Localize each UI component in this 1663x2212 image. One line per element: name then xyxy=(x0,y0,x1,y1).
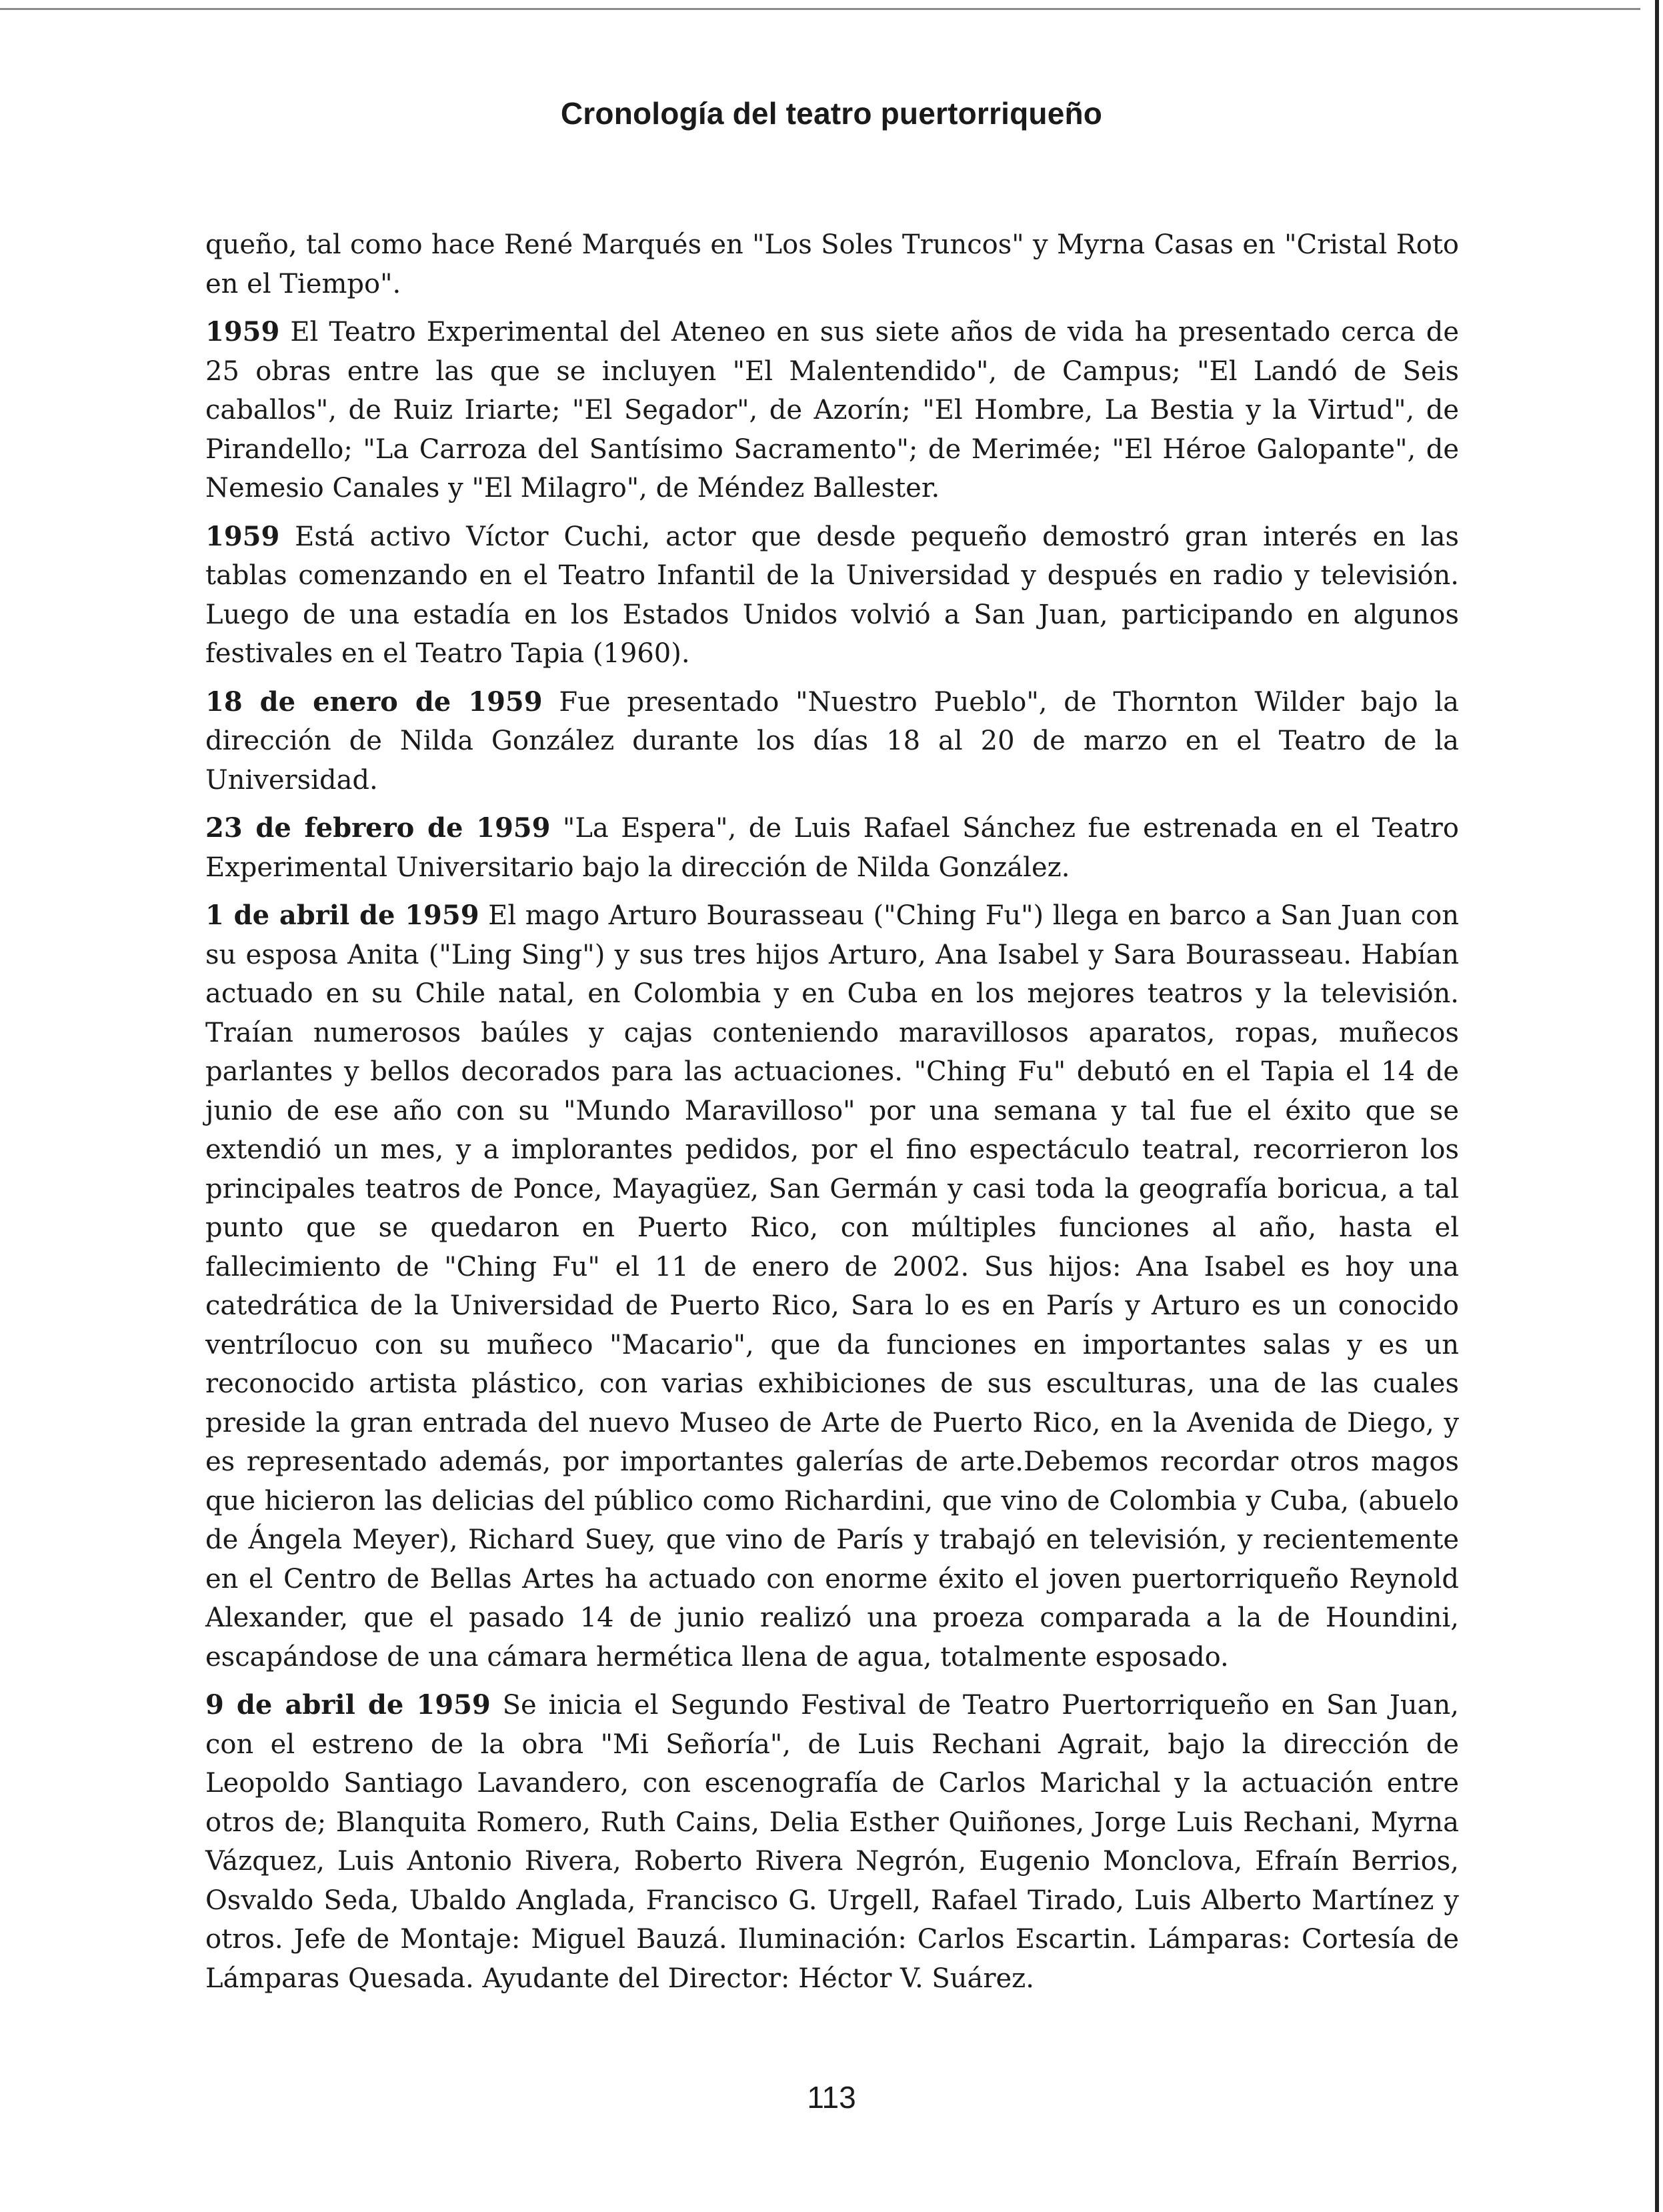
paragraph-entry xyxy=(205,683,1459,800)
paragraph-text: El mago Arturo Bourasseau ("Ching Fu") llega en barco a San Juan con su esposa Anita ("Ling Sing") y sus tres hijos Arturo, Ana Isabel y Sara Bourasseau. Habían actuado en su Chile natal, en Colombia y en Cuba en los mejores teatros y la televisión. Traían numerosos baúles y cajas conteniendo maravillosos aparatos, ropas, muñecos parlantes y bellos decorados para las actuaciones. "Ching Fu" debutó en el Tapia el 14 de junio de ese año con su "Mundo Maravilloso" por una semana y tal fue el éxito que se extendió un mes, y a implorantes pedidos, por el fino espectáculo teatral, recorrieron los principales teatros de Ponce, Mayagüez, San Germán y casi toda la geografía boricua, a tal punto que se quedaron en Puerto Rico, con múltiples funciones al año, hasta el fallecimiento de "Ching Fu" el 11 de enero de 2002. Sus hijos: Ana Isabel es hoy una catedrática de la Universidad de Puerto Rico, Sara lo es en París y Arturo es un conocido ventrílocuo con su muñeco "Macario", que da funciones en importantes salas y es un reconocido artista plástico, con varias exhibiciones de sus esculturas, una de las cuales preside la gran entrada del nuevo Museo de Arte de Puerto Rico, en la Avenida de Diego, y es representado además, por importantes galerías de arte.Debemos recordar otros magos que hicieron las delicias del público como Richardini, que vino de Colombia y Cuba, (abuelo de Ángela Meyer), Richard Suey, que vino de París y trabajó en televisión, y recientemente en el Centro de Bellas Artes ha actuado con enorme éxito el joven puertorriqueño Reynold Alexander, que el pasado 14 de junio realizó una proeza comparada a la de Houndini, escapándose de una cámara hermética llena de agua, totalmente esposado. xyxy=(205,900,1459,1673)
paragraph-entry xyxy=(205,1686,1459,1998)
paragraph-text: Se inicia el Segundo Festival de Teatro Puertorriqueño en San Juan, con el estreno de la obra "Mi Señoría", de Luis Rechani Agrait, bajo la dirección de Leopoldo Santiago Lavandero, con escenografía de Carlos Marichal y la actuación entre otros de; Blanquita Romero, Ruth Cains, Delia Esther Quiñones, Jorge Luis Rechani, Myrna Vázquez, Luis Antonio Rivera, Roberto Rivera Negrón, Eugenio Monclova, Efraín Berrios, Osvaldo Seda, Ubaldo Anglada, Francisco G. Urgell, Rafael Tirado, Luis Alberto Martínez y otros. Jefe de Montaje: Miguel Bauzá. Iluminación: Carlos Escartin. Lámparas: Cortesía de Lámparas Quesada. Ayudante del Director: Héctor V. Suárez. xyxy=(205,1690,1460,1994)
paragraph-text: Fue presentado "Nuestro Pueblo", de Thornton Wilder bajo la dirección de Nilda González durante los días 18 al 20 de marzo en el Teatro de la Universidad. xyxy=(205,686,1460,796)
paragraph-continuation xyxy=(205,225,1459,303)
paragraph-entry xyxy=(205,517,1459,674)
paragraph-text: Está activo Víctor Cuchi, actor que desde pequeño demostró gran interés en las tablas comenzando en el Teatro Infantil de la Universidad y después en radio y televisión. Luego de una estadía en los Estados Unidos volvió a San Juan, participando en algunos festivales en el Teatro Tapia (1960). xyxy=(205,521,1459,669)
running-header: Cronología del teatro puertorriqueño xyxy=(560,96,1103,131)
paragraph-text: queño, tal como hace René Marqués en "Los Soles Truncos" y Myrna Casas en "Cristal Roto en el Tiempo". xyxy=(205,229,1459,299)
entry-date: 23 de febrero de 1959 xyxy=(205,812,551,844)
entry-date: 1959 xyxy=(205,316,280,347)
paragraph-text: "La Espera", de Luis Rafael Sánchez fue estrenada en el Teatro Experimental Universitario bajo la dirección de Nilda González. xyxy=(205,813,1459,883)
paragraph-entry xyxy=(205,896,1459,1677)
entry-date: 1 de abril de 1959 xyxy=(205,900,479,931)
entry-date: 9 de abril de 1959 xyxy=(205,1689,491,1721)
paragraph-entry xyxy=(205,313,1459,508)
entry-date: 1959 xyxy=(205,520,280,552)
top-scan-rule xyxy=(0,8,1640,10)
entry-date: 18 de enero de 1959 xyxy=(205,686,543,718)
page-number: 113 xyxy=(807,2080,856,2115)
paragraph-text: El Teatro Experimental del Ateneo en sus siete años de vida ha presentado cerca de 25 obras entre las que se incluyen "El Malentendido", de Campus; "El Landó de Seis caballos", de Ruiz Iriarte; "El Segador", de Azorín; "El Hombre, La Bestia y la Virtud", de Pirandello; "La Carroza del Santísimo Sacramento"; de Merimée; "El Héroe Galopante", de Nemesio Canales y "El Milagro", de Méndez Ballester. xyxy=(205,317,1459,503)
right-scan-edge xyxy=(1655,0,1659,2212)
paragraph-entry xyxy=(205,809,1459,887)
body-text xyxy=(205,225,1459,2007)
